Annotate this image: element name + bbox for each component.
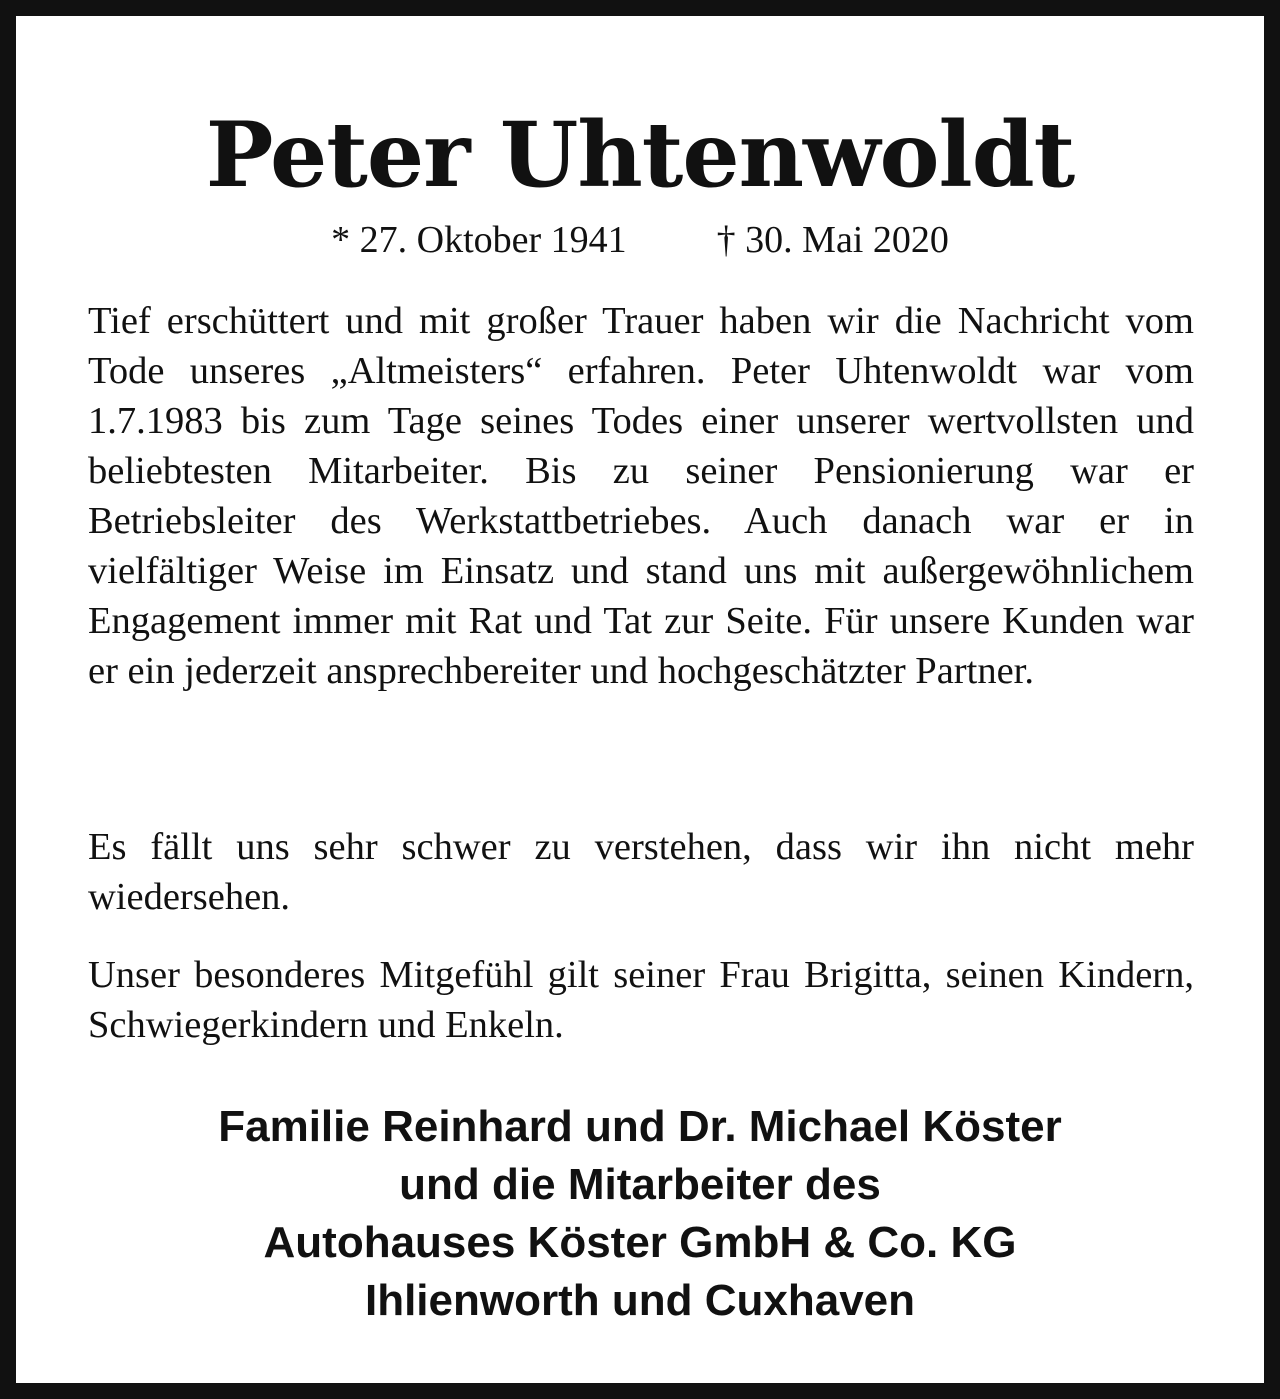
death-date: † 30. Mai 2020 — [716, 219, 949, 261]
body-paragraph-tribute: Tief erschüttert und mit großer Trauer haben wir die Nachricht vom Tode unseres „Altmeisters“ erfahren. Peter Uhtenwoldt war vom 1.7.1983 bis zum Tage seines Todes einer unserer wertvollsten und beliebtesten Mitarbeiter. Bis zu seiner Pensionierung war er Betriebsleiter des Werkstattbetriebes. Auch danach war er in vielfältiger Weise im Einsatz und stand uns mit außergewöhnlichem Engagement immer mit Rat und Tat zur Seite. Für unsere Kunden war er ein jederzeit ansprechbereiter und hochgeschätzter Partner. — [88, 300, 1194, 692]
birth-date: * 27. Oktober 1941 — [331, 219, 627, 261]
deceased-name: Peter Uhtenwoldt — [205, 102, 1075, 208]
signature-line-family: Familie Reinhard und Dr. Michael Köster — [218, 1102, 1062, 1151]
signature-block — [16, 1098, 1264, 1330]
signature-line-staff: und die Mitarbeiter des — [399, 1160, 881, 1209]
life-dates — [16, 216, 1264, 264]
body-paragraph-loss: Es fällt uns sehr schwer zu verstehen, dass wir ihn nicht mehr wiedersehen. — [88, 826, 1194, 918]
signature-line-location: Ihlienworth und Cuxhaven — [364, 1276, 916, 1325]
signature-line-company: Autohauses Köster GmbH & Co. KG — [263, 1218, 1017, 1267]
body-paragraph-condolence: Unser besonderes Mitgefühl gilt seiner Frau Brigitta, seinen Kindern, Schwiegerkindern und Enkeln. — [88, 954, 1194, 1046]
